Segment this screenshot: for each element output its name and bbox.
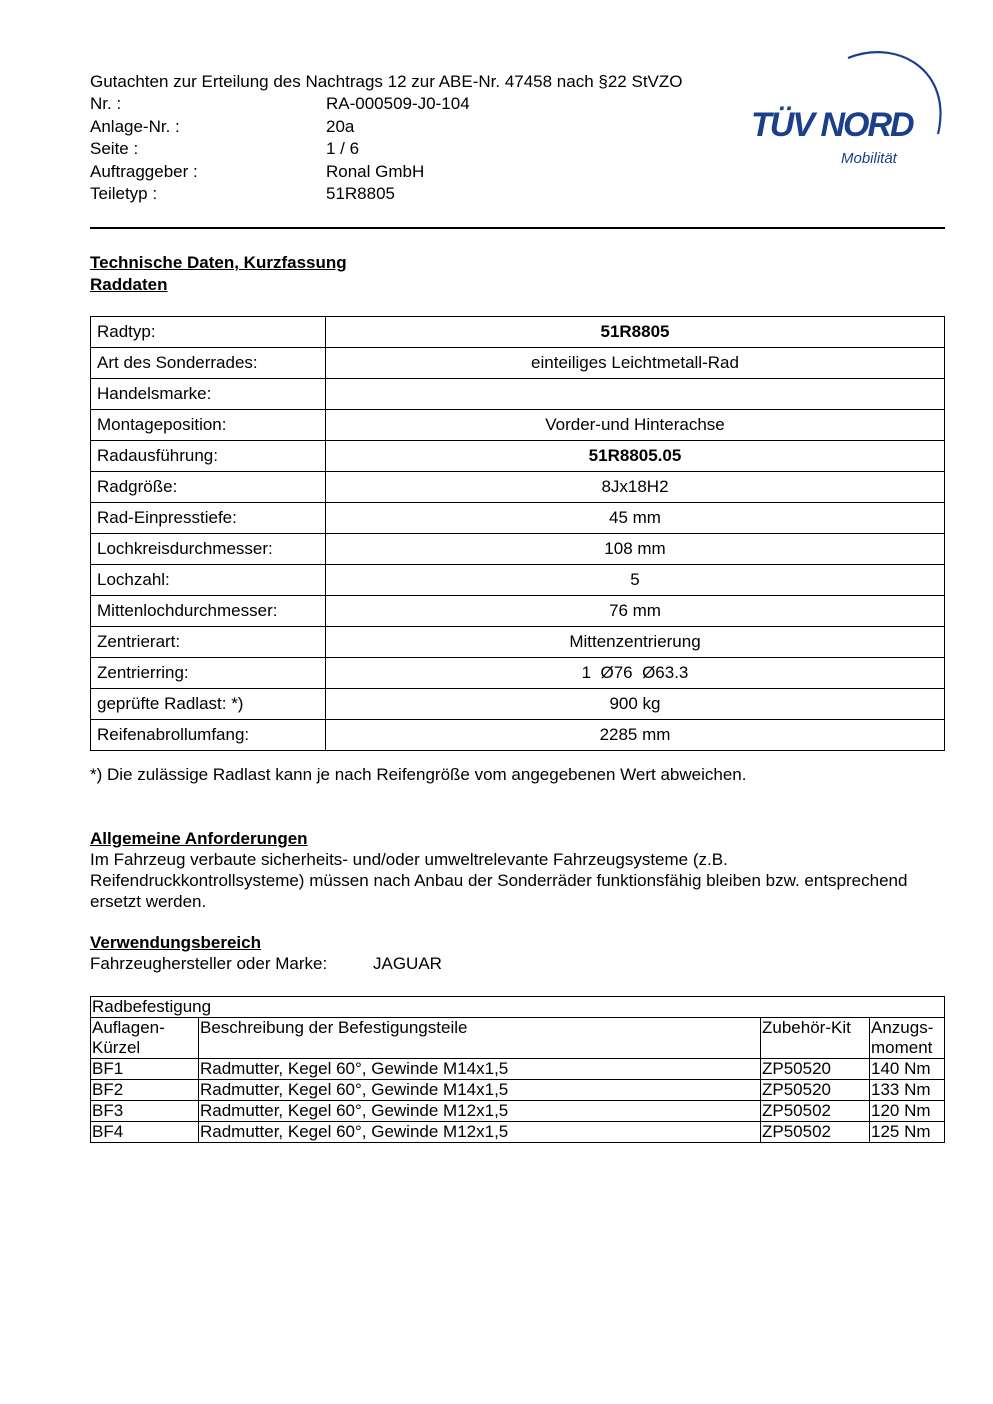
table-cell: Radmutter, Kegel 60°, Gewinde M12x1,5 [199, 1122, 761, 1143]
row-label: Montageposition: [91, 410, 326, 441]
table-row [91, 1080, 945, 1101]
table-cell: ZP50520 [761, 1080, 870, 1101]
row-label: Lochzahl: [91, 565, 326, 596]
row-label: Reifenabrollumfang: [91, 720, 326, 751]
meta-row-seite [90, 139, 470, 162]
table-row [91, 534, 945, 565]
column-header: Anzugs- moment [870, 1018, 945, 1059]
logo-sub-text: Mobilität [841, 150, 897, 167]
table-row [91, 348, 945, 379]
meta-value: 20a [326, 116, 355, 136]
meta-value: 51R8805 [326, 184, 396, 203]
row-value: Mittenzentrierung [326, 627, 945, 658]
row-label: geprüfte Radlast: *) [91, 689, 326, 720]
table-row [91, 503, 945, 534]
table-cell: Radmutter, Kegel 60°, Gewinde M14x1,5 [199, 1080, 761, 1101]
table-cell: 120 Nm [870, 1101, 945, 1122]
row-label: Rad-Einpresstiefe: [91, 503, 326, 534]
meta-value: Ronal GmbH [326, 161, 425, 181]
column-header: Beschreibung der Befestigungsteile [199, 1018, 761, 1059]
usage-row [90, 954, 442, 974]
table-cell: Radmutter, Kegel 60°, Gewinde M14x1,5 [199, 1059, 761, 1080]
table-header-row [91, 1018, 945, 1059]
row-label: Zentrierring: [91, 658, 326, 689]
row-label: Radgröße: [91, 472, 326, 503]
meta-value: 1 / 6 [326, 139, 360, 158]
general-requirements-text: Im Fahrzeug verbaute sicherheits- und/oder umweltrelevante Fahrzeugsysteme (z.B. Reifendruckkontrollsysteme) müssen nach Anbau der Sonderräder funktionsfähig bleiben bzw. entsprechend ersetzt werden. [90, 850, 908, 911]
meta-key: Nr. : [90, 94, 122, 113]
document-title: Gutachten zur Erteilung des Nachtrags 12 zur ABE-Nr. 47458 nach §22 StVZO [90, 72, 683, 91]
row-value [326, 379, 945, 410]
table-cell: Radmutter, Kegel 60°, Gewinde M12x1,5 [199, 1101, 761, 1122]
table-title-row [91, 997, 945, 1018]
row-label: Art des Sonderrades: [91, 348, 326, 379]
row-label: Mittenlochdurchmesser: [91, 596, 326, 627]
table-cell: ZP50502 [761, 1122, 870, 1143]
wheel-data-table [90, 316, 945, 751]
section-title-technical: Technische Daten, Kurzfassung [90, 253, 347, 272]
meta-row-teiletyp [90, 184, 470, 207]
table-row [91, 1122, 945, 1143]
row-value: 1 Ø76 Ø63.3 [326, 658, 945, 689]
meta-row-anlage [90, 117, 470, 140]
usage-label: Fahrzeughersteller oder Marke: [90, 954, 328, 973]
row-value: 51R8805.05 [326, 441, 945, 472]
meta-key: Auftraggeber : [90, 161, 198, 181]
table-cell: ZP50502 [761, 1101, 870, 1122]
meta-row-auftraggeber [90, 162, 470, 185]
table-cell: BF3 [91, 1101, 199, 1122]
header-divider [90, 227, 945, 229]
row-value: Vorder-und Hinterachse [326, 410, 945, 441]
table-row [91, 1059, 945, 1080]
row-value: 2285 mm [326, 720, 945, 751]
meta-key: Anlage-Nr. : [90, 116, 180, 136]
document-meta [90, 94, 470, 207]
table-row [91, 441, 945, 472]
row-value: 8Jx18H2 [326, 472, 945, 503]
row-label: Zentrierart: [91, 627, 326, 658]
row-value: 51R8805 [326, 317, 945, 348]
table-row [91, 379, 945, 410]
table-row [91, 472, 945, 503]
table-row [91, 658, 945, 689]
column-header: Zubehör-Kit [761, 1018, 870, 1059]
table-row [91, 410, 945, 441]
section-title-general: Allgemeine Anforderungen [90, 829, 308, 848]
wheel-fixing-table [90, 996, 945, 1143]
row-value: 5 [326, 565, 945, 596]
column-header: Auflagen- Kürzel [91, 1018, 199, 1059]
logo-brand-text: TÜV NORD [751, 106, 913, 144]
footnote: *) Die zulässige Radlast kann je nach Reifengröße vom angegebenen Wert abweichen. [90, 765, 747, 784]
table-cell: BF2 [91, 1080, 199, 1101]
table-row [91, 565, 945, 596]
section-title-wheel: Raddaten [90, 275, 168, 294]
tuev-nord-logo [748, 46, 948, 176]
table-row [91, 596, 945, 627]
row-label: Radausführung: [91, 441, 326, 472]
table-title: Radbefestigung [91, 997, 945, 1018]
meta-row-nr [90, 94, 470, 117]
row-value: 45 mm [326, 503, 945, 534]
table-row [91, 317, 945, 348]
row-label: Lochkreisdurchmesser: [91, 534, 326, 565]
table-cell: BF1 [91, 1059, 199, 1080]
row-label: Handelsmarke: [91, 379, 326, 410]
row-label: Radtyp: [91, 317, 326, 348]
row-value: einteiliges Leichtmetall-Rad [326, 348, 945, 379]
section-title-usage: Verwendungsbereich [90, 933, 261, 952]
table-row [91, 627, 945, 658]
meta-key: Seite : [90, 139, 139, 158]
table-cell: BF4 [91, 1122, 199, 1143]
row-value: 108 mm [326, 534, 945, 565]
table-cell: 140 Nm [870, 1059, 945, 1080]
meta-key: Teiletyp : [90, 184, 158, 203]
row-value: 900 kg [326, 689, 945, 720]
row-value: 76 mm [326, 596, 945, 627]
usage-value: JAGUAR [373, 954, 442, 973]
table-row [91, 1101, 945, 1122]
table-row [91, 689, 945, 720]
table-cell: ZP50520 [761, 1059, 870, 1080]
table-cell: 125 Nm [870, 1122, 945, 1143]
table-row [91, 720, 945, 751]
meta-value: RA-000509-J0-104 [326, 94, 470, 113]
table-cell: 133 Nm [870, 1080, 945, 1101]
